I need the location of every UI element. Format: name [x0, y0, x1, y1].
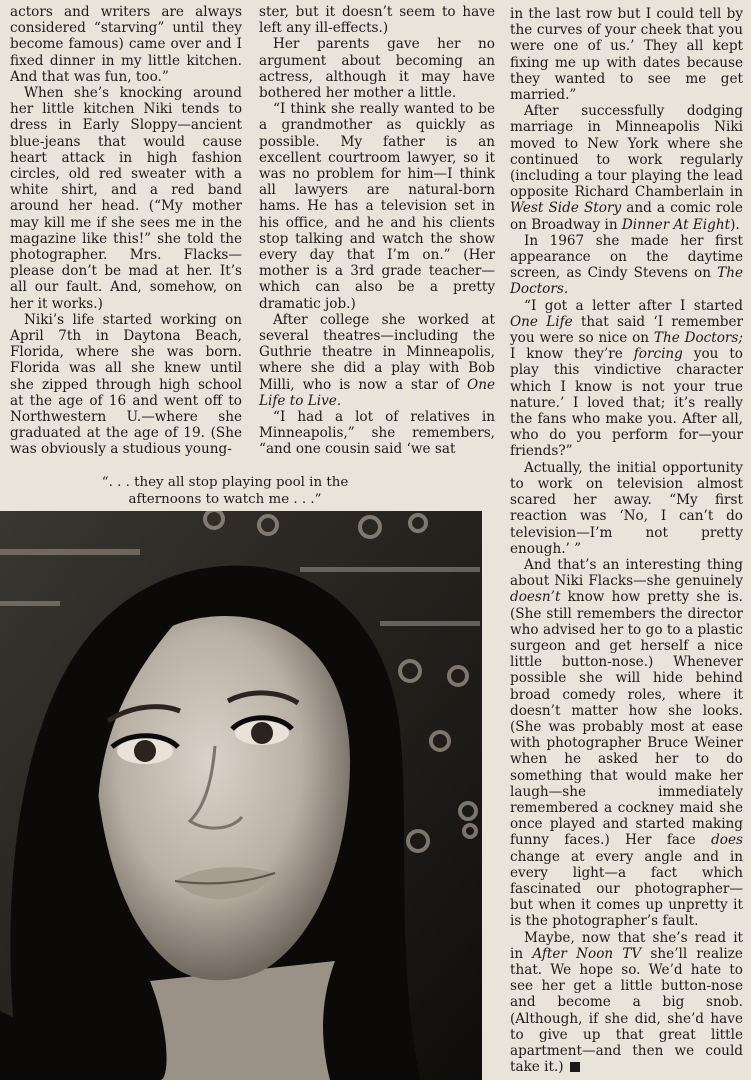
text-run: After college she worked at several theatres—including the Guthrie theatre in Minneapolis, where she did a play with Bob Milli, who is now a star of: [259, 311, 495, 393]
emphasis: forcing: [633, 346, 683, 363]
text-run: “I got a letter after I started: [524, 297, 743, 314]
portrait-image: [0, 511, 482, 1080]
text-run: and a comic role on Broadway in: [510, 200, 743, 233]
paragraph: [510, 298, 743, 460]
text-run: And that’s an interesting thing about Niki Flacks—she genuinely: [510, 556, 743, 590]
show-title: The Doctors.: [510, 265, 743, 298]
show-title: The Doctors;: [653, 330, 743, 347]
text-run: she’ll realize that. We hope so. We’d hate to see her get a little button-nose and become a big snob. (Although, if she did, she’d have to give up that great little apartment—and then we could take it.): [510, 945, 743, 1076]
show-title: One Life: [510, 313, 573, 330]
paragraph: Her parents gave her no argument about becoming an actress, although it may have bothered her mother a little.: [259, 36, 495, 102]
end-mark-icon: [570, 1062, 580, 1072]
paragraph: [510, 233, 743, 298]
text-run: know how pretty she is. (She still remembers the director who advised her to go to a plastic surgeon and get herself a nice little button-nose.) Whenever possible she will hide behind broad comedy roles, where it doesn’t matter how she looks. (She was probably most at ease with photographer Bruce Weiner when he asked her to do something that would make her laugh—she immediately remembered a cockney maid she once played and started making funny faces.) Her face: [510, 589, 743, 849]
article-column-3: [510, 6, 743, 1075]
portrait-photo: [0, 511, 482, 1080]
paragraph: “I think she really wanted to be a grandmother as quickly as possible. My father is an excellent courtroom lawyer, so it was no problem for him—I think all lawyers are natural-born hams. He has a television set in his office, and he and his clients stop talking and watch the show every day that I’m on.” (Her mother is a 3rd grade teacher—which can also be a pretty dramatic job.): [259, 101, 495, 312]
show-title: Dinner At Eight: [621, 216, 731, 233]
magazine-title: After Noon TV: [532, 945, 642, 962]
caption-line: afternoons to watch me . . .”: [128, 492, 322, 507]
paragraph: Actually, the initial opportunity to work on television almost scared her away. “My first reaction was ‘No, I can’t do television—I’m not pretty enough.’ ”: [510, 459, 743, 557]
photo-caption: [60, 474, 390, 508]
emphasis: doesn’t: [510, 589, 561, 606]
text-run: I know they’re: [510, 346, 634, 363]
text-run: change at every angle and in every light—a fact which fascinated our photographer—but when it comes up unpretty it is the photographer’s fault.: [510, 848, 743, 930]
paragraph: ster, but it doesn’t seem to have left any ill-effects.): [259, 4, 495, 37]
text-run: In 1967 she made her first appearance on the daytime screen, as Cindy Stevens on: [510, 232, 743, 282]
article-column-1: [10, 4, 242, 458]
emphasis: does: [711, 832, 743, 849]
caption-line: “. . . they all stop playing pool in the: [101, 475, 349, 490]
paragraph: [510, 557, 743, 930]
show-title: West Side Story: [510, 200, 622, 217]
paragraph: When she’s knocking around her little kitchen Niki tends to dress in Early Sloppy—ancient blue-jeans that would cause heart attack in high fashion circles, old red sweater with a white shirt, and a red band around her head. (“My mother may kill me if she sees me in the magazine like this!” she told the photographer. Mrs. Flacks—please don’t be mad at her. It’s all our fault. And, somehow, on her it works.): [10, 85, 242, 312]
paragraph: [510, 103, 743, 233]
text-run: you to play this vindictive character which I know is not your true nature.’ I loved that; it’s really the fans who make you. After all, who do you perform for—your friends?”: [510, 346, 743, 460]
show-title: One Life to Live.: [259, 376, 495, 409]
text-run: Maybe, now that she’s read it in: [510, 929, 743, 962]
paragraph: [259, 312, 495, 409]
text-run: ).: [730, 216, 740, 233]
paragraph: [510, 930, 743, 1076]
paragraph: actors and writers are always considered “starving” until they become famous) came over and I fixed dinner in my little kitchen. And that was fun, too.”: [10, 4, 242, 85]
text-run: that said ‘I remember you were so nice on: [510, 313, 743, 347]
paragraph: “I had a lot of relatives in Minneapolis,” she remembers, “and one cousin said ‘we sat: [259, 409, 495, 458]
text-run: After successfully dodging marriage in Minneapolis Niki moved to New York where she continued to work regularly (including a tour playing the lead opposite Richard Chamberlain in: [510, 103, 743, 201]
article-column-2: [259, 4, 495, 458]
paragraph: Niki’s life started working on April 7th in Daytona Beach, Florida, where she was born. Florida was all she knew until she zipped through high school at the age of 16 and went off to Northwestern U.—where she graduated at the age of 19. (She was obviously a studious young-: [10, 311, 242, 458]
paragraph: in the last row but I could tell by the curves of your cheek that you were one of us.’ They all kept fixing me up with dates because they wanted to see me get married.”: [510, 6, 743, 104]
